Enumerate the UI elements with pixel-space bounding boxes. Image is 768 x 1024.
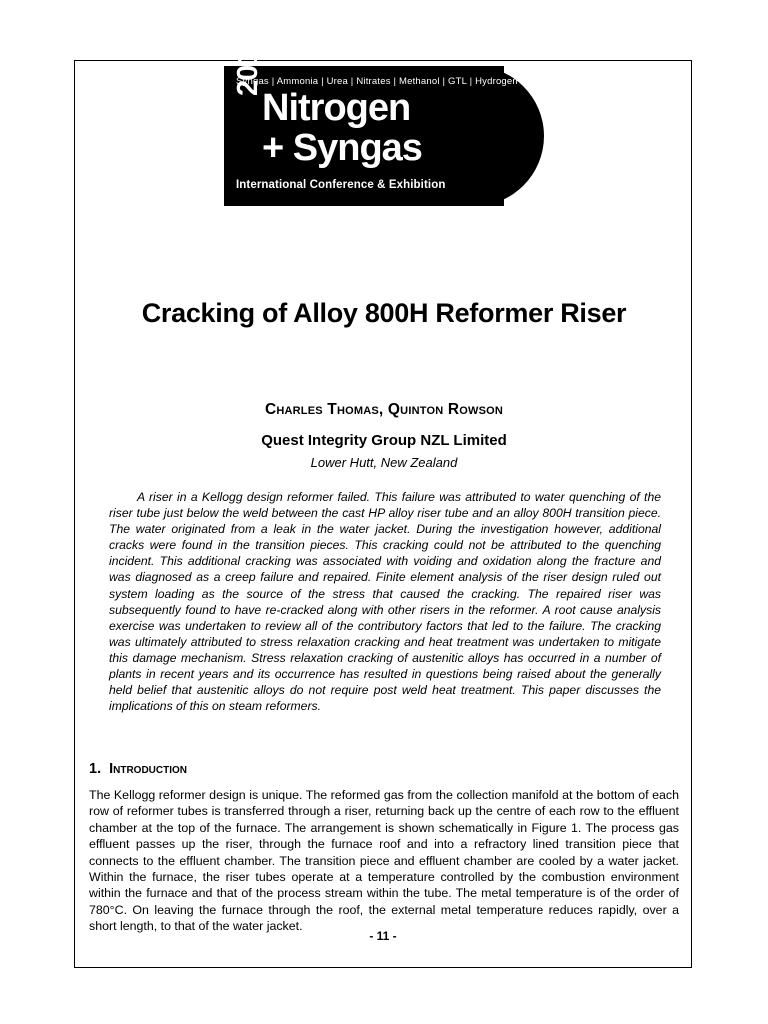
section-number: 1. <box>89 761 102 777</box>
logo-year: 2014 <box>232 35 264 96</box>
section-body-introduction: The Kellogg reformer design is unique. The reformed gas from the collection manifold at the bottom of each row of reformer tubes is transferred through a riser, returning back up the centre of each row to the effluent chamber at the top of the furnace. The arrangement is shown schematically in Figure 1. The process gas effluent passes up the riser, through the furnace roof and into a refractory lined transition piece that connects to the effluent chamber. The transition piece and effluent chamber are cooled by a water jacket. Within the furnace, the riser tubes operate at a temperature controlled by the combustion environment within the furnace and that of the process stream within the tube. The metal temperature is of the order of 780°C. On leaving the furnace through the roof, the external metal temperature reduces rapidly, over a short length, to that of the water jacket. <box>89 788 679 934</box>
page-title: Cracking of Alloy 800H Reformer Riser <box>141 298 627 328</box>
author-list: Charles Thomas, Quinton Rowson <box>264 401 504 418</box>
logo-title-line-1: Nitrogen <box>262 87 411 129</box>
logo-title <box>262 88 422 168</box>
document-page <box>74 35 692 968</box>
section-heading-introduction <box>89 761 187 777</box>
affiliation-location: Lower Hutt, New Zealand <box>310 455 458 470</box>
affiliation-company: Quest Integrity Group NZL Limited <box>261 432 507 449</box>
page-number: - 11 - <box>369 929 397 943</box>
logo-subtitle: International Conference & Exhibition <box>236 179 446 191</box>
section-title: Introduction <box>109 761 188 777</box>
logo-topics-line: Syngas | Ammonia | Urea | Nitrates | Methanol | GTL | Hydrogen <box>236 76 518 87</box>
abstract-text: A riser in a Kellogg design reformer failed. This failure was attributed to water quenching of the riser tube just below the weld between the cast HP alloy riser tube and an alloy 800H transition piece. The water originated from a leak in the water jacket. During the investigation however, additional cracks were found in the transition pieces. This cracking could not be attributed to the quenching incident. This additional cracking was associated with voiding and oxidation along the fracture and was diagnosed as a creep failure and repaired. Finite element analysis of the riser design ruled out system loading as the source of the stress that caused the cracking. The repaired riser was subsequently found to have re-cracked along with other risers in the reformer. A root cause analysis exercise was undertaken to review all of the contributory factors that led to the failure. The cracking was ultimately attributed to stress relaxation cracking and heat treatment was undertaken to mitigate this damage mechanism. Stress relaxation cracking of austenitic alloys has occurred in a number of plants in recent years and its occurrence has resulted in questions being raised about the generally held belief that austenitic alloys do not require post weld heat treatment. This paper discusses the implications of this on steam reformers. <box>109 490 661 714</box>
conference-logo <box>224 35 544 206</box>
logo-title-line-2: + Syngas <box>262 127 422 169</box>
